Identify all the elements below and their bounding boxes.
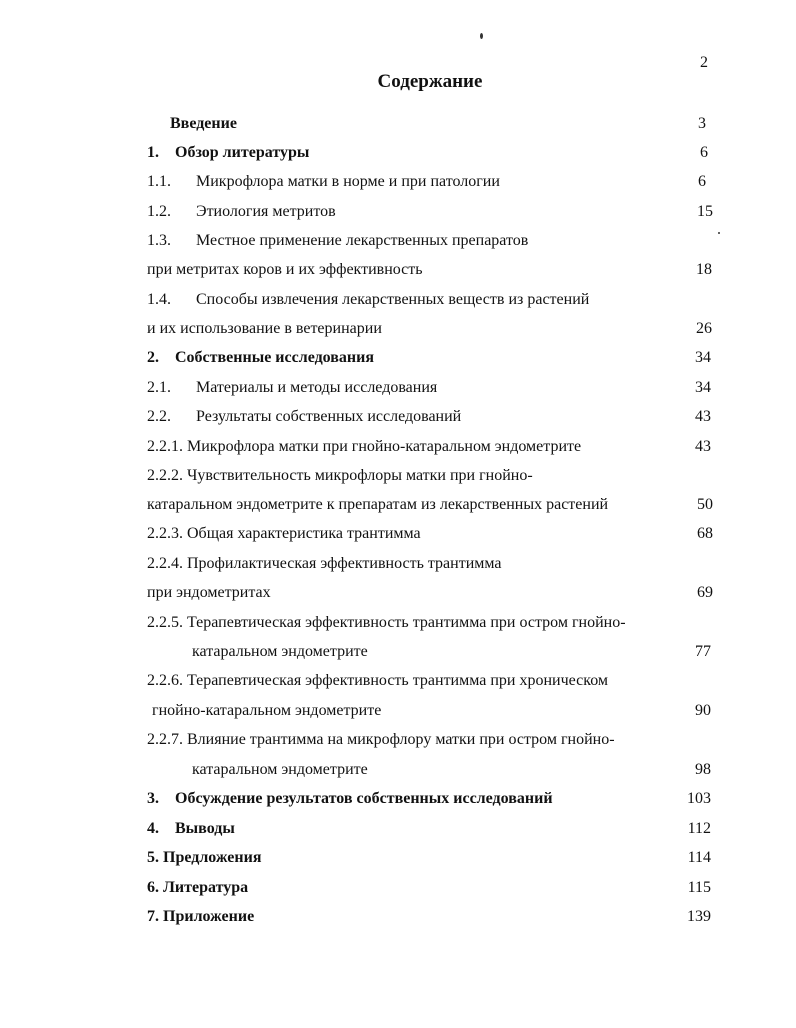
- toc-entry: [147, 230, 597, 252]
- toc-entry-proposals: [147, 847, 597, 869]
- toc-entry: [147, 289, 687, 311]
- toc-entry-number: 2.2.5.: [147, 614, 183, 631]
- toc-entry-number: 1.1.: [147, 173, 171, 190]
- toc-entry-text: Приложение: [163, 908, 255, 925]
- toc-entry-page: 6: [700, 144, 708, 161]
- toc-entry-page: 68: [697, 525, 713, 542]
- toc-entry-text: Микрофлора матки при гнойно-катаральном эндометрите: [187, 438, 582, 455]
- page-number: 2: [700, 54, 708, 71]
- toc-entry: [147, 553, 597, 575]
- toc-entry-number: 1.2.: [147, 203, 171, 220]
- toc-entry-text: Обзор литературы: [175, 144, 310, 161]
- toc-entry-page: 115: [687, 879, 711, 896]
- toc-entry-text: Чувствительность микрофлоры матки при гнойно-: [187, 467, 533, 484]
- toc-entry-text: при эндометритах: [147, 584, 271, 601]
- toc-entry: [147, 436, 687, 458]
- toc-entry-number: 6.: [147, 879, 159, 896]
- toc-entry-number: 3.: [147, 790, 159, 807]
- toc-entry-text: Влияние трантимма на микрофлору матки при остром гнойно-: [187, 731, 615, 748]
- toc-entry-text: Терапевтическая эффективность трантимма при остром гнойно-: [187, 614, 626, 631]
- toc-entry-continuation: [152, 700, 602, 722]
- toc-entry-conclusions: [147, 818, 597, 840]
- toc-entry-page: 103: [687, 790, 711, 807]
- toc-entry-number: 2.2.: [147, 408, 171, 425]
- toc-entry-text: Микрофлора матки в норме и при патологии: [196, 173, 500, 190]
- toc-entry-page: 43: [695, 408, 711, 425]
- toc-entry: [147, 729, 687, 751]
- toc-entry-text: Результаты собственных исследований: [196, 408, 462, 425]
- page-title: Содержание: [377, 71, 483, 92]
- toc-entry-page: 69: [697, 584, 713, 601]
- toc-entry-page: 6: [698, 173, 706, 190]
- toc-entry-number: 5.: [147, 849, 159, 866]
- toc-entry-text: Введение: [170, 115, 237, 132]
- toc-entry-page: 90: [695, 702, 711, 719]
- toc-entry-text: при метритах коров и их эффективность: [147, 261, 423, 278]
- toc-entry: [147, 670, 687, 692]
- toc-entry-continuation: [147, 259, 597, 281]
- toc-entry-page: 112: [687, 820, 711, 837]
- toc-entry-number: 1.4.: [147, 291, 171, 308]
- toc-entry-text: катаральном эндометрите: [192, 643, 368, 660]
- toc-entry-page: 43: [695, 438, 711, 455]
- toc-entry-number: 1.3.: [147, 232, 171, 249]
- toc-entry-text: Местное применение лекарственных препаратов: [196, 232, 529, 249]
- toc-entry: [147, 612, 687, 634]
- toc-entry: [147, 377, 597, 399]
- toc-entry-text: Литература: [163, 879, 249, 896]
- toc-entry-number: 2.2.4.: [147, 555, 183, 572]
- toc-entry-number: 1.: [147, 144, 159, 161]
- toc-entry-page: 34: [695, 349, 711, 366]
- toc-entry-continuation: [192, 641, 642, 663]
- toc-entry: [147, 406, 597, 428]
- toc-entry: [147, 171, 597, 193]
- toc-entry-continuation: [147, 318, 597, 340]
- toc-entry: [147, 201, 597, 223]
- toc-entry-references: [147, 877, 597, 899]
- toc-entry: [147, 465, 687, 487]
- toc-entry-literature-review: [147, 142, 597, 164]
- toc-entry-introduction: [170, 113, 620, 135]
- toc-entry-text: Материалы и методы исследования: [196, 379, 438, 396]
- toc-entry-page: 18: [696, 261, 712, 278]
- toc-entry-text: Профилактическая эффективность трантимма: [187, 555, 502, 572]
- toc-entry-appendix: [147, 906, 597, 928]
- toc-entry-text: Общая характеристика трантимма: [187, 525, 421, 542]
- toc-entry-number: 2.1.: [147, 379, 171, 396]
- toc-entry-number: 2.: [147, 349, 159, 366]
- toc-entry-text: Способы извлечения лекарственных веществ из растений: [196, 291, 590, 308]
- toc-entry-text: катаральном эндометрите: [192, 761, 368, 778]
- toc-entry-continuation: [192, 759, 642, 781]
- toc-entry-number: 7.: [147, 908, 159, 925]
- toc-entry-number: 2.2.7.: [147, 731, 183, 748]
- toc-entry-page: 34: [695, 379, 711, 396]
- toc-entry-page: 15: [697, 203, 713, 220]
- toc-entry: [147, 523, 597, 545]
- toc-entry-text: Собственные исследования: [175, 349, 375, 366]
- toc-entry-text: Обсуждение результатов собственных исследований: [175, 790, 553, 807]
- toc-entry-number: 2.2.2.: [147, 467, 183, 484]
- toc-entry-text: Терапевтическая эффективность трантимма при хроническом: [187, 672, 609, 689]
- scan-speck: [480, 33, 483, 39]
- toc-entry-continuation: [147, 582, 597, 604]
- toc-entry-page: 98: [695, 761, 711, 778]
- toc-entry-page: 50: [697, 496, 713, 513]
- toc-entry-number: 2.2.1.: [147, 438, 183, 455]
- toc-entry-text: Этиология метритов: [196, 203, 336, 220]
- toc-entry-number: 4.: [147, 820, 159, 837]
- toc-entry-number: 2.2.6.: [147, 672, 183, 689]
- toc-entry-text: Предложения: [163, 849, 262, 866]
- toc-entry-page: 77: [695, 643, 711, 660]
- toc-entry-text: Выводы: [175, 820, 235, 837]
- toc-entry-page: 3: [698, 115, 706, 132]
- toc-entry-number: 2.2.3.: [147, 525, 183, 542]
- scan-speck: [718, 232, 720, 234]
- toc-entry-discussion: [147, 788, 687, 810]
- toc-entry-text: гнойно-катаральном эндометрите: [152, 702, 382, 719]
- toc-entry-continuation: [147, 494, 687, 516]
- toc-entry-text: катаральном эндометрите к препаратам из лекарственных растений: [147, 496, 609, 513]
- toc-entry-own-research: [147, 347, 597, 369]
- toc-entry-text: и их использование в ветеринарии: [147, 320, 382, 337]
- toc-entry-page: 139: [687, 908, 711, 925]
- toc-entry-page: 114: [687, 849, 711, 866]
- toc-entry-page: 26: [696, 320, 712, 337]
